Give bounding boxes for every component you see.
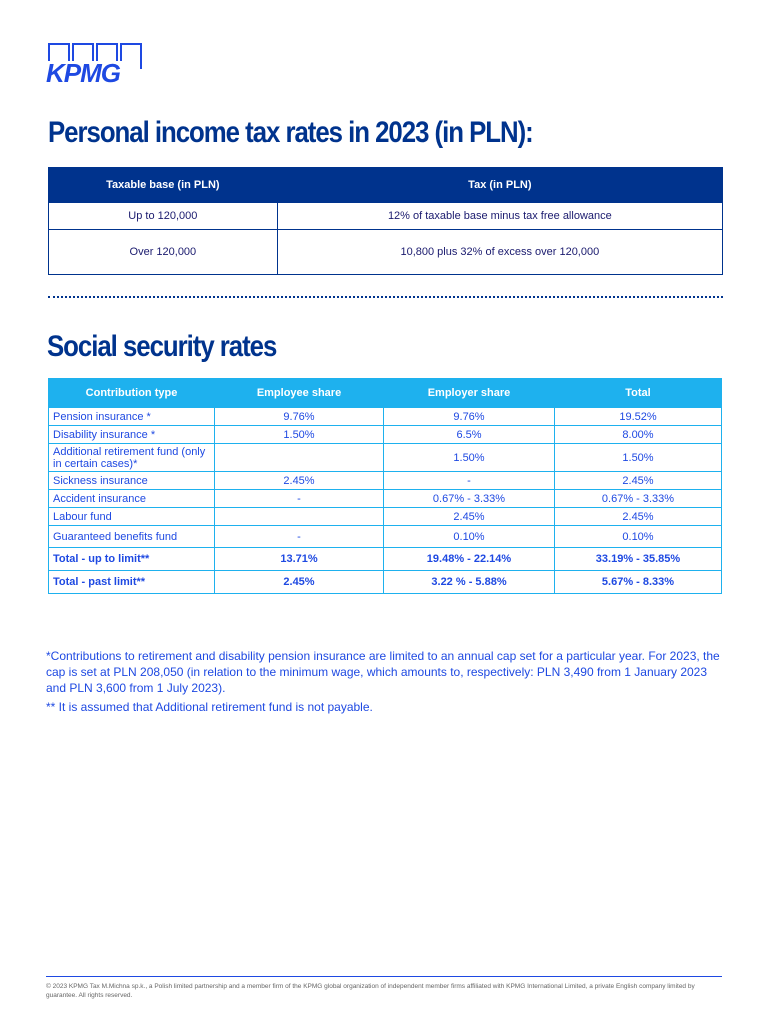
- ss-cell: Labour fund: [49, 508, 215, 526]
- copyright-notice: © 2023 KPMG Tax M.Michna sp.k., a Polish limited partnership and a member firm of the KPMG global organization of independent member firms affiliated with KPMG International Limited, a private English company limited by guarantee. All rights reserved.: [46, 983, 695, 999]
- ss-cell: Disability insurance *: [49, 426, 215, 444]
- ss-cell: 9.76%: [215, 408, 384, 426]
- ss-cell: 13.71%: [215, 548, 384, 571]
- ss-cell: Total - past limit**: [49, 571, 215, 594]
- ss-cell: [215, 444, 384, 472]
- ss-cell: 6.5%: [384, 426, 555, 444]
- footer-divider: [46, 976, 722, 977]
- ss-title: Social security rates: [47, 330, 277, 363]
- ss-cell: 1.50%: [384, 444, 555, 472]
- ss-cell: [215, 508, 384, 526]
- pit-header-tax: Tax (in PLN): [277, 168, 722, 203]
- ss-cell: 0.67% - 3.33%: [555, 490, 722, 508]
- table-row: [49, 490, 722, 508]
- ss-header-total: Total: [555, 379, 722, 408]
- pit-cell: 12% of taxable base minus tax free allowance: [277, 203, 722, 230]
- ss-cell: Guaranteed benefits fund: [49, 526, 215, 548]
- pit-cell: Up to 120,000: [49, 203, 278, 230]
- footnote-retirement-fund: ** It is assumed that Additional retirement fund is not payable.: [46, 700, 373, 714]
- ss-header-type: Contribution type: [49, 379, 215, 408]
- ss-cell: 5.67% - 8.33%: [555, 571, 722, 594]
- ss-cell: 0.67% - 3.33%: [384, 490, 555, 508]
- table-row: [49, 426, 722, 444]
- ss-cell: 0.10%: [555, 526, 722, 548]
- ss-cell: -: [215, 490, 384, 508]
- ss-cell: 3.22 % - 5.88%: [384, 571, 555, 594]
- ss-cell: 33.19% - 35.85%: [555, 548, 722, 571]
- kpmg-logo: [46, 43, 146, 88]
- pit-cell: Over 120,000: [49, 230, 278, 275]
- dotted-divider: [48, 296, 723, 298]
- ss-cell: 2.45%: [215, 472, 384, 490]
- ss-cell: Pension insurance *: [49, 408, 215, 426]
- table-row: [49, 508, 722, 526]
- pit-header-base: Taxable base (in PLN): [49, 168, 278, 203]
- ss-cell: 2.45%: [555, 472, 722, 490]
- table-row: [49, 444, 722, 472]
- ss-cell: Additional retirement fund (only in certain cases)*: [49, 444, 215, 472]
- ss-cell: -: [384, 472, 555, 490]
- ss-cell: Total - up to limit**: [49, 548, 215, 571]
- ss-cell: 1.50%: [215, 426, 384, 444]
- logo-wordmark: KPMG: [46, 58, 120, 88]
- ss-header-employee: Employee share: [215, 379, 384, 408]
- table-row: [49, 548, 722, 571]
- footnote-contribution-cap: *Contributions to retirement and disability pension insurance are limited to an annual cap set for a particular year. For 2023, the cap is set at PLN 208,050 (in relation to the minimum wage, which amounts to, respectively: PLN 3,490 from 1 January 2023 and PLN 3,600 from 1 July 2023).: [46, 649, 720, 695]
- table-row: [49, 203, 723, 230]
- ss-cell: Accident insurance: [49, 490, 215, 508]
- table-row: [49, 571, 722, 594]
- table-row: [49, 408, 722, 426]
- ss-cell: 19.52%: [555, 408, 722, 426]
- ss-cell: 8.00%: [555, 426, 722, 444]
- ss-table: [48, 378, 722, 594]
- pit-title: Personal income tax rates in 2023 (in PLN):: [48, 116, 533, 149]
- ss-cell: 9.76%: [384, 408, 555, 426]
- ss-cell: 0.10%: [384, 526, 555, 548]
- table-row: [49, 230, 723, 275]
- ss-cell: 2.45%: [215, 571, 384, 594]
- pit-cell: 10,800 plus 32% of excess over 120,000: [277, 230, 722, 275]
- table-row: [49, 472, 722, 490]
- ss-cell: -: [215, 526, 384, 548]
- ss-header-employer: Employer share: [384, 379, 555, 408]
- pit-table: [48, 167, 723, 275]
- ss-cell: 19.48% - 22.14%: [384, 548, 555, 571]
- ss-cell: 2.45%: [555, 508, 722, 526]
- ss-cell: 1.50%: [555, 444, 722, 472]
- table-row: [49, 526, 722, 548]
- ss-cell: Sickness insurance: [49, 472, 215, 490]
- ss-cell: 2.45%: [384, 508, 555, 526]
